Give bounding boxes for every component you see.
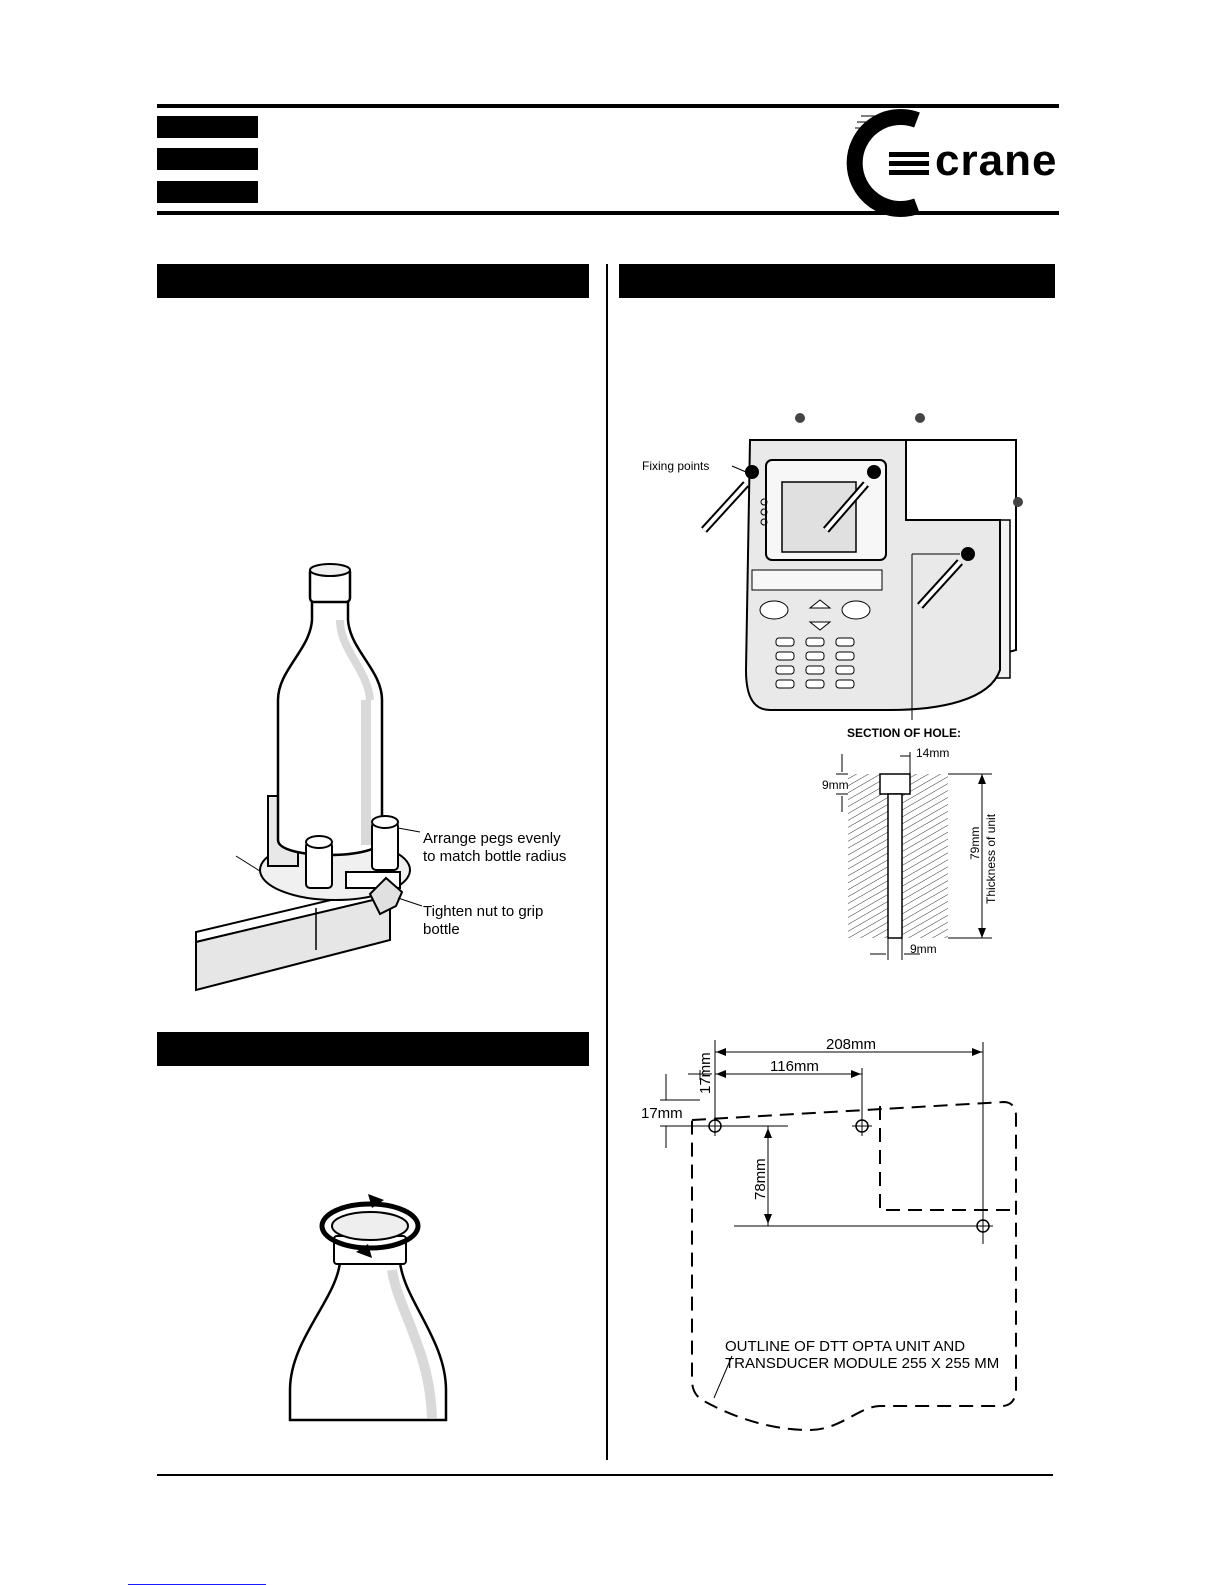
dim-17mm-horizontal: 17mm [641, 1105, 683, 1122]
section-bar-left-bottom [157, 1032, 589, 1066]
section-of-hole-title: SECTION OF HOLE: [847, 726, 961, 740]
dim-thickness-of-unit: Thickness of unit [984, 813, 998, 904]
dim-9mm-bottom: 9mm [910, 942, 937, 956]
dim-14mm: 14mm [916, 746, 950, 760]
section-bar-left-top [157, 264, 589, 298]
dim-116mm: 116mm [770, 1058, 819, 1075]
label-tighten-nut-1: Tighten nut to grip [423, 903, 544, 920]
bottle-holder-illustration [180, 560, 600, 1000]
header-tab-3 [157, 181, 258, 203]
unit-illustration [690, 410, 1030, 720]
drilling-template-diagram [640, 1040, 1040, 1440]
brand-logo [855, 112, 1065, 212]
dim-78mm: 78mm [752, 1158, 769, 1200]
dim-9mm-top: 9mm [822, 778, 849, 792]
header-tab-1 [157, 116, 258, 138]
drilling-template-figure [640, 1040, 1040, 1440]
column-divider [606, 264, 608, 1460]
outline-label-line-2: TRANSDUCER MODULE 255 X 255 MM [725, 1355, 1000, 1372]
bottle-holder-figure [180, 560, 600, 1000]
cap-rotation-figure [280, 1190, 460, 1422]
crane-c-logo-icon [855, 112, 935, 212]
outline-label-line-1: OUTLINE OF DTT OPTA UNIT AND [725, 1338, 966, 1355]
dim-79mm: 79mm [968, 826, 982, 860]
unit-figure [690, 410, 1030, 720]
dim-208mm: 208mm [826, 1036, 877, 1053]
label-tighten-nut-2: bottle [423, 921, 460, 938]
brand-name: crane [935, 136, 1058, 185]
footer-rule [157, 1474, 1053, 1476]
section-bar-right-top [619, 264, 1055, 298]
label-fixing-points: Fixing points [642, 459, 710, 473]
dim-17mm-vertical: 17mm [697, 1052, 714, 1094]
header-top-rule [157, 104, 1059, 108]
label-arrange-pegs-2: to match bottle radius [423, 848, 567, 865]
label-arrange-pegs-1: Arrange pegs evenly [423, 830, 561, 847]
rotate-cap-arrows-icon [280, 1190, 460, 1422]
header-tab-2 [157, 148, 258, 170]
